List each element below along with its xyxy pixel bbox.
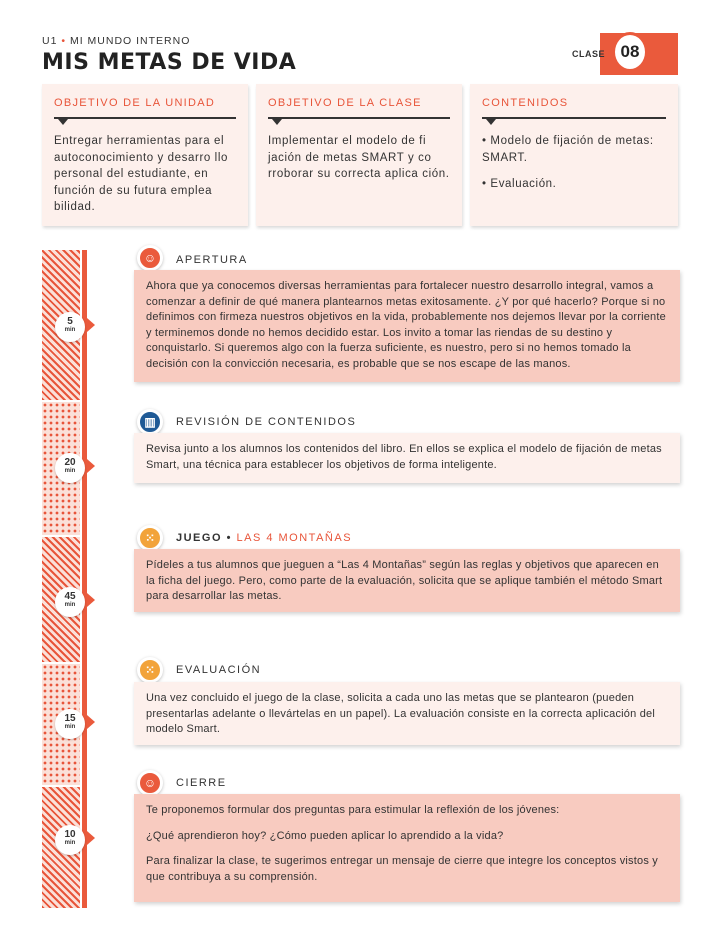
section-card: [134, 682, 680, 745]
divider: [54, 117, 236, 119]
section-text: ¿Qué aprendieron hoy? ¿Cómo pueden aplicar lo aprendido a la vida?: [146, 829, 504, 842]
section-card: [134, 270, 680, 382]
section-title: EVALUACIÓN: [176, 664, 262, 676]
section-text: Pídeles a tus alumnos que jueguen a “Las 4 Montañas” según las reglas y objetivos que aparecen en la ficha del juego. Pero, como parte de la evaluación, solicita que se aplique también el método Smart para desarrollar las metas.: [146, 559, 663, 602]
section-text: Revisa junto a los alumnos los contenidos del libro. En ellos se explica el modelo de fijación de metas Smart, una técnica para establecer los objetivos de forma inteligente.: [146, 443, 662, 471]
clase-number: 08: [612, 32, 648, 72]
box-text: • Modelo de fijación de metas: SMART.: [482, 135, 654, 164]
page-title: MIS METAS DE VIDA: [42, 50, 297, 75]
box-text: Implementar el modelo de fi jación de metas SMART y co rroborar su correcta aplica ción.: [268, 135, 450, 180]
divider: [482, 117, 666, 119]
box-heading: CONTENIDOS: [482, 97, 569, 109]
section-card: [134, 794, 680, 902]
section-text: Una vez concluido el juego de la clase, solicita a cada uno las metas que se plantearon (pueden presentarlas adelante o llevártelas en un papel). La evaluación consiste en la correcta aplicación del modelo Smart.: [146, 692, 655, 735]
book-icon: ▥: [137, 409, 163, 435]
pointer-arrow: [87, 715, 95, 729]
dice-icon: ⁙: [137, 657, 163, 683]
section-text: Para finalizar la clase, te sugerimos entregar un mensaje de cierre que integre los conceptos vistos y que contribuya a su comprensión.: [146, 855, 658, 883]
section-card: [134, 433, 680, 483]
section-title: REVISIÓN DE CONTENIDOS: [176, 416, 357, 428]
box-text: • Evaluación.: [482, 178, 557, 190]
section-title: JUEGO • LAS 4 MONTAÑAS: [176, 532, 353, 544]
pointer-arrow: [87, 593, 95, 607]
objective-class-box: [256, 84, 462, 226]
box-heading: OBJETIVO DE LA UNIDAD: [54, 97, 216, 109]
objective-unit-box: [42, 84, 248, 226]
timeline-bar: [82, 250, 87, 908]
duration-badge: 15 min: [55, 709, 85, 739]
duration-badge: 20 min: [55, 453, 85, 483]
box-text: Entregar herramientas para el autoconocimiento y desarro llo personal del estudiante, en función de su futura emplea bilidad.: [54, 135, 228, 213]
pointer-arrow: [87, 459, 95, 473]
pointer-arrow: [87, 318, 95, 332]
lion-icon: ☺: [137, 245, 163, 271]
dice-icon: ⁙: [137, 525, 163, 551]
section-card: [134, 549, 680, 612]
divider: [268, 117, 450, 119]
duration-badge: 5 min: [55, 312, 85, 342]
duration-badge: 45 min: [55, 587, 85, 617]
section-text: Te proponemos formular dos preguntas para estimular la reflexión de los jóvenes:: [146, 804, 560, 816]
box-heading: OBJETIVO DE LA CLASE: [268, 97, 422, 109]
lion-icon: ☺: [137, 770, 163, 796]
unit-label: U1 • MI MUNDO INTERNO: [42, 35, 191, 47]
duration-badge: 10 min: [55, 825, 85, 855]
section-text: Ahora que ya conocemos diversas herramientas para fortalecer nuestro desarrollo integral, vamos a comenzar a definir de qué manera plantearnos metas exitosamente. ¿Y por qué hacerlo? Porque si no definimos con firmeza nuestros objetivos en la vida, probablemente nos dejemos llevar por la corriente y terminemos donde no hemos decidido estar. Los invito a tomar las riendas de su destino y conquistarlo. Si queremos algo con la fuerza suficiente, es nuestro, pero si no hemos tomado la decisión con la convicción necesaria, es probable que se nos escape de las manos.: [146, 280, 666, 370]
section-title: APERTURA: [176, 254, 248, 266]
section-title: CIERRE: [176, 777, 227, 789]
pointer-arrow: [87, 831, 95, 845]
contents-box: [470, 84, 678, 226]
clase-label: CLASE: [572, 49, 606, 59]
